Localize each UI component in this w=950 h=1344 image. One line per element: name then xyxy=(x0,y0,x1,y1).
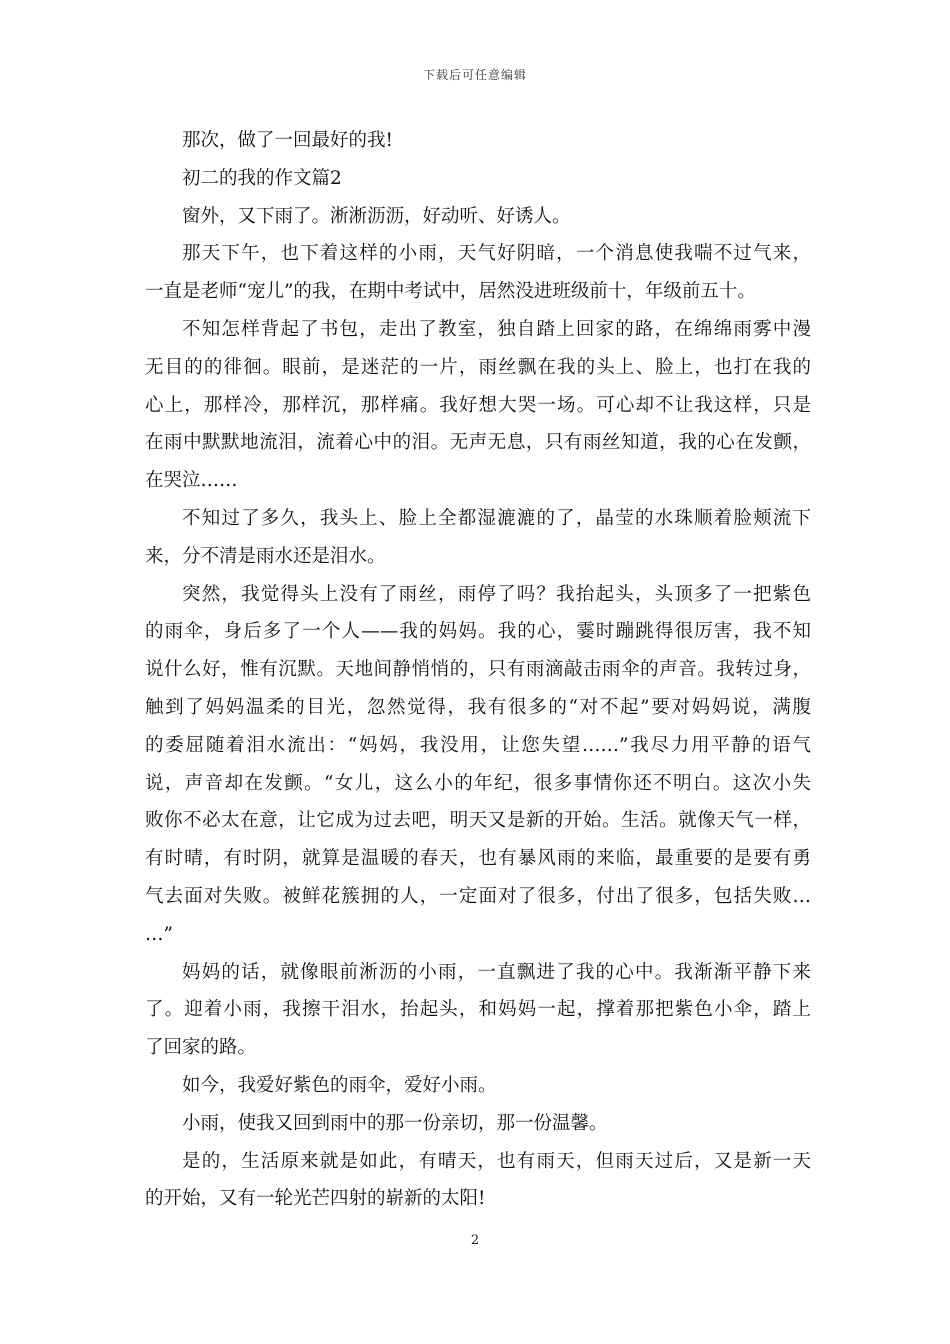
text-line: 说什么好，惟有沉默。天地间静悄悄的，只有雨滴敲击雨伞的声音。我转过身， xyxy=(145,659,811,681)
text-line: 触到了妈妈温柔的目光，忽然觉得，我有很多的“对不起”要对妈妈说，满腹 xyxy=(145,696,811,718)
text-line: 不知怎样背起了书包，走出了教室，独自踏上回家的路，在绵绵雨雾中漫 xyxy=(182,318,811,340)
text-line: 那天下午，也下着这样的小雨，天气好阴暗，一个消息使我喘不过气来， xyxy=(182,243,811,265)
text-line: 有时晴，有时阴，就算是温暖的春天，也有暴风雨的来临，最重要的是要有勇 xyxy=(145,848,811,870)
paragraph xyxy=(145,1143,811,1219)
text-line: 的委屈随着泪水流出：“妈妈，我没用，让您失望……”我尽力用平静的语气 xyxy=(145,734,811,756)
text-line: 小雨，使我又回到雨中的那一份亲切，那一份温馨。 xyxy=(182,1112,608,1134)
paragraph xyxy=(145,500,811,576)
text-line: 妈妈的话，就像眼前淅沥的小雨，一直飘进了我的心中。我渐渐平静下来 xyxy=(182,961,811,983)
text-line: 那次，做了一回最好的我! xyxy=(182,130,393,151)
text-line: …” xyxy=(145,923,173,945)
paragraph xyxy=(145,160,811,198)
text-line: 一直是老师“宠儿”的我，在期中考试中，居然没进班级前十，年级前五十。 xyxy=(145,281,756,303)
text-line: 来，分不清是雨水还是泪水。 xyxy=(145,545,386,567)
document-body xyxy=(145,122,811,1218)
text-line: 初二的我的作文篇2 xyxy=(182,167,342,189)
text-line: 在哭泣…… xyxy=(145,470,238,492)
text-line: 的雨伞，身后多了一个人——我的妈妈。我的心，霎时蹦跳得很厉害，我不知 xyxy=(145,621,811,643)
text-line: 的开始，又有一轮光芒四射的崭新的太阳! xyxy=(145,1188,486,1210)
paragraph xyxy=(145,198,811,236)
page-header: 下载后可任意编辑 xyxy=(422,68,527,82)
text-line: 窗外，又下雨了。淅淅沥沥，好动听、好诱人。 xyxy=(182,205,571,227)
page-number: 2 xyxy=(470,1233,480,1248)
text-line: 是的，生活原来就是如此，有晴天，也有雨天，但雨天过后，又是新一天 xyxy=(182,1150,811,1172)
text-line: 无目的的徘徊。眼前，是迷茫的一片，雨丝飘在我的头上、脸上，也打在我的 xyxy=(145,356,811,378)
paragraph xyxy=(145,235,811,311)
paragraph xyxy=(145,122,811,160)
text-line: 说，声音却在发颤。“女儿，这么小的年纪，很多事情你还不明白。这次小失 xyxy=(145,772,811,794)
text-line: 心上，那样冷，那样沉，那样痛。我好想大哭一场。可心却不让我这样，只是 xyxy=(145,394,811,416)
text-line: 败你不必太在意，让它成为过去吧，明天又是新的开始。生活。就像天气一样， xyxy=(145,810,811,832)
text-line: 如今，我爱好紫色的雨伞，爱好小雨。 xyxy=(182,1074,497,1096)
text-line: 不知过了多久，我头上、脸上全都湿漉漉的了，晶莹的水珠顺着脸颊流下 xyxy=(182,507,811,529)
text-line: 在雨中默默地流泪，流着心中的泪。无声无息，只有雨丝知道，我的心在发颤， xyxy=(145,432,811,454)
paragraph xyxy=(145,1067,811,1105)
text-line: 突然，我觉得头上没有了雨丝，雨停了吗？我抬起头，头顶多了一把紫色 xyxy=(182,583,811,605)
paragraph xyxy=(145,576,811,954)
paragraph xyxy=(145,954,811,1067)
text-line: 了回家的路。 xyxy=(145,1037,257,1059)
paragraph xyxy=(145,1105,811,1143)
text-line: 了。迎着小雨，我擦干泪水，抬起头，和妈妈一起，撑着那把紫色小伞，踏上 xyxy=(145,999,811,1021)
paragraph xyxy=(145,311,811,500)
text-line: 气去面对失败。被鲜花簇拥的人，一定面对了很多，付出了很多，包括失败… xyxy=(145,885,811,907)
